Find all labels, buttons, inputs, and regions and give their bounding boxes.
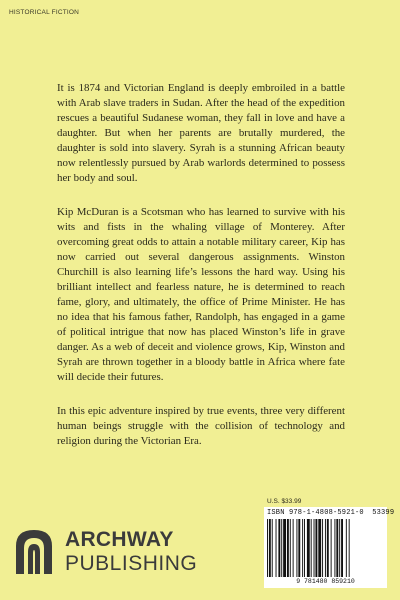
barcode-block: [264, 507, 395, 588]
archway-logo-icon: [14, 528, 54, 574]
blurb-paragraph-2: Kip McDuran is a Scotsman who has learned to survive with his wits and fists in the whaling village of Monterey. After overcoming great odds to attain a notable military career, Kip has now carried out several dangerous assignments. Winston Churchill is also learning life’s lessons the hard way. Using his brilliant intellect and fearless nature, he is determined to reach fame, glory, and ultimately, the office of Prime Minister. He has no idea that his famous father, Randolph, has engaged in a game of political intrigue that now has placed Winston’s life in grave danger. As a web of deceit and violence grows, Kip, Winston and Syrah are thrown together in a bloody battle in Africa where fate will decide their futures.: [57, 206, 345, 383]
blurb-paragraph-3: In this epic adventure inspired by true events, three very different human beings struggle with the collision of technology and religion during the Victorian Era.: [57, 405, 345, 447]
price-code: 53399: [372, 509, 395, 517]
publisher-name-line1: ARCHWAY: [65, 528, 174, 551]
barcode-icon: [266, 519, 385, 577]
isbn-text: [267, 509, 395, 517]
blurb-paragraph-1: It is 1874 and Victorian England is deeply embroiled in a battle with Arab slave traders in Sudan. After the head of the expedition rescues a beautiful Sudanese woman, they fall in love and have a daughter. But when her parents are brutally murdered, the daughter is sold into slavery. Syrah is a stunning African beauty now relentlessly pursued by Arab warlords determined to possess her body and soul.: [57, 82, 345, 184]
publisher-logo: [14, 528, 198, 575]
price-label: U.S. $33.99: [267, 498, 302, 505]
isbn-number: ISBN 978-1-4808-5921-0: [267, 509, 364, 517]
barcode-digits: 9 781480 859210: [296, 578, 355, 585]
genre-label: HISTORICAL FICTION: [9, 9, 80, 16]
publisher-name-line2: PUBLISHING: [65, 552, 198, 575]
back-cover-blurb: [57, 81, 345, 468]
